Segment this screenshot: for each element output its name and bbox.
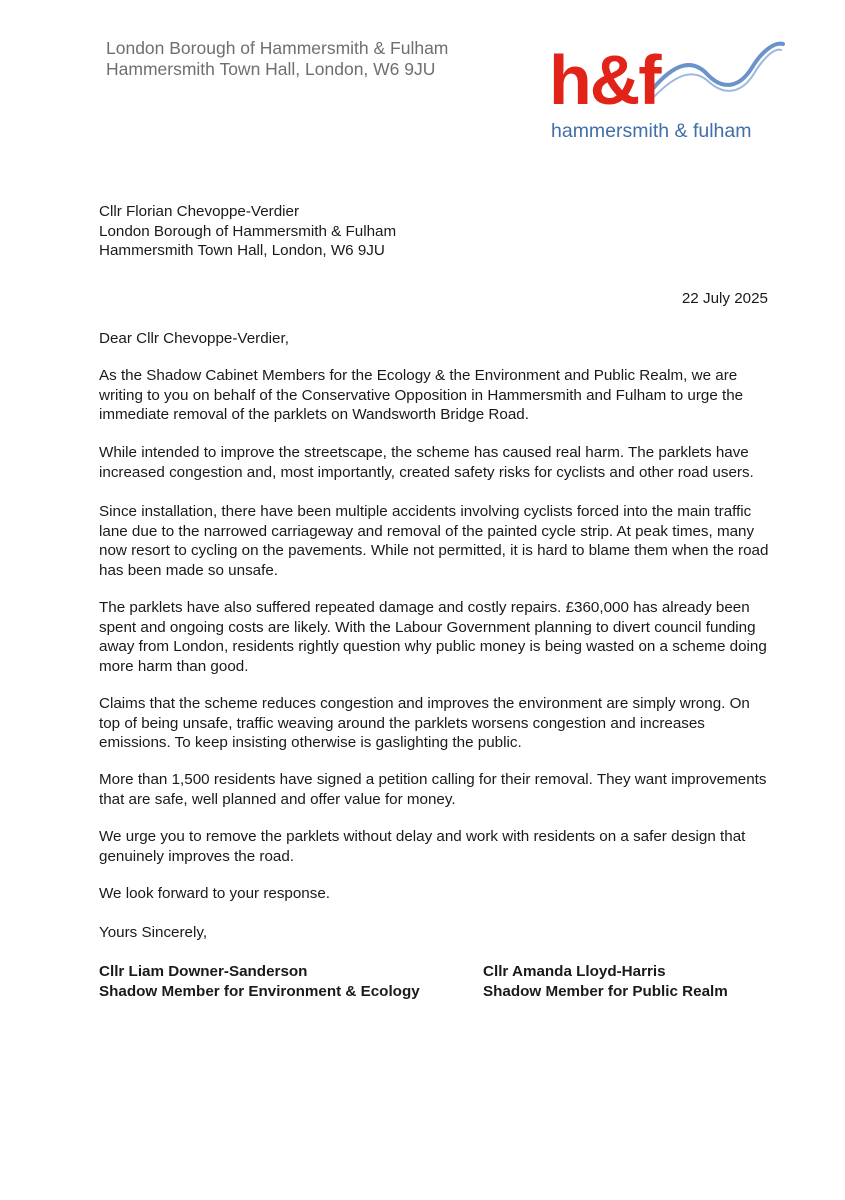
- salutation: Dear Cllr Chevoppe-Verdier,: [99, 330, 289, 347]
- signatory-title: Shadow Member for Public Realm: [483, 982, 728, 1000]
- letterhead: [106, 38, 448, 80]
- logo-wordmark: hammersmith & fulham: [551, 120, 752, 142]
- closing: Yours Sincerely,: [99, 924, 208, 941]
- recipient-name: Cllr Florian Chevoppe-Verdier: [99, 203, 300, 220]
- paragraph: More than 1,500 residents have signed a petition calling for their removal. They want improvements that are safe, well planned and offer value for money.: [99, 771, 767, 808]
- recipient-block: [99, 202, 771, 261]
- recipient-org: London Borough of Hammersmith & Fulham: [99, 222, 397, 240]
- logo-mark: h&f: [549, 41, 660, 119]
- recipient-address: Hammersmith Town Hall, London, W6 9JU: [99, 242, 385, 260]
- signatory-name: Cllr Amanda Lloyd-Harris: [483, 963, 666, 980]
- paragraph: The parklets have also suffered repeated damage and costly repairs. £360,000 has already been spent and ongoing costs are likely. With the Labour Government planning to divert council funding away from London, residents rightly question why public money is being wasted on a scheme doing more harm than good.: [99, 599, 767, 675]
- letterhead-org: London Borough of Hammersmith & Fulham: [106, 38, 449, 58]
- letter-date: 22 July 2025: [681, 290, 768, 307]
- paragraph: Since installation, there have been multiple accidents involving cyclists forced into the main traffic lane due to the narrowed carriageway and removal of the painted cycle strip. At peak times, many now resort to cycling on the pavements. While not permitted, it is hard to blame them when the road has been made so unsafe.: [99, 503, 769, 579]
- letterhead-address: Hammersmith Town Hall, London, W6 9JU: [106, 59, 436, 79]
- paragraph: As the Shadow Cabinet Members for the Ecology & the Environment and Public Realm, we are writing to you on behalf of the Conservative Opposition in Hammersmith and Fulham to urge the immediate removal of the parklets on Wandsworth Bridge Road.: [99, 367, 744, 424]
- signatory-name: Cllr Liam Downer-Sanderson: [99, 963, 308, 980]
- paragraph: We urge you to remove the parklets without delay and work with residents on a safer design that genuinely improves the road.: [99, 828, 746, 865]
- council-logo: [545, 36, 785, 148]
- ribbon-icon: [645, 36, 785, 116]
- paragraph: We look forward to your response.: [99, 885, 331, 902]
- paragraph: While intended to improve the streetscape, the scheme has caused real harm. The parklets have increased congestion and, most importantly, created safety risks for cyclists and other road users.: [99, 444, 754, 481]
- signatory-left: [99, 962, 420, 1001]
- signatory-right: [483, 962, 728, 1001]
- paragraph: Claims that the scheme reduces congestion and improves the environment are simply wrong. On top of being unsafe, traffic weaving around the parklets worsens congestion and increases emissions. To keep insisting otherwise is gaslighting the public.: [99, 695, 750, 752]
- signatory-title: Shadow Member for Environment & Ecology: [99, 982, 420, 1000]
